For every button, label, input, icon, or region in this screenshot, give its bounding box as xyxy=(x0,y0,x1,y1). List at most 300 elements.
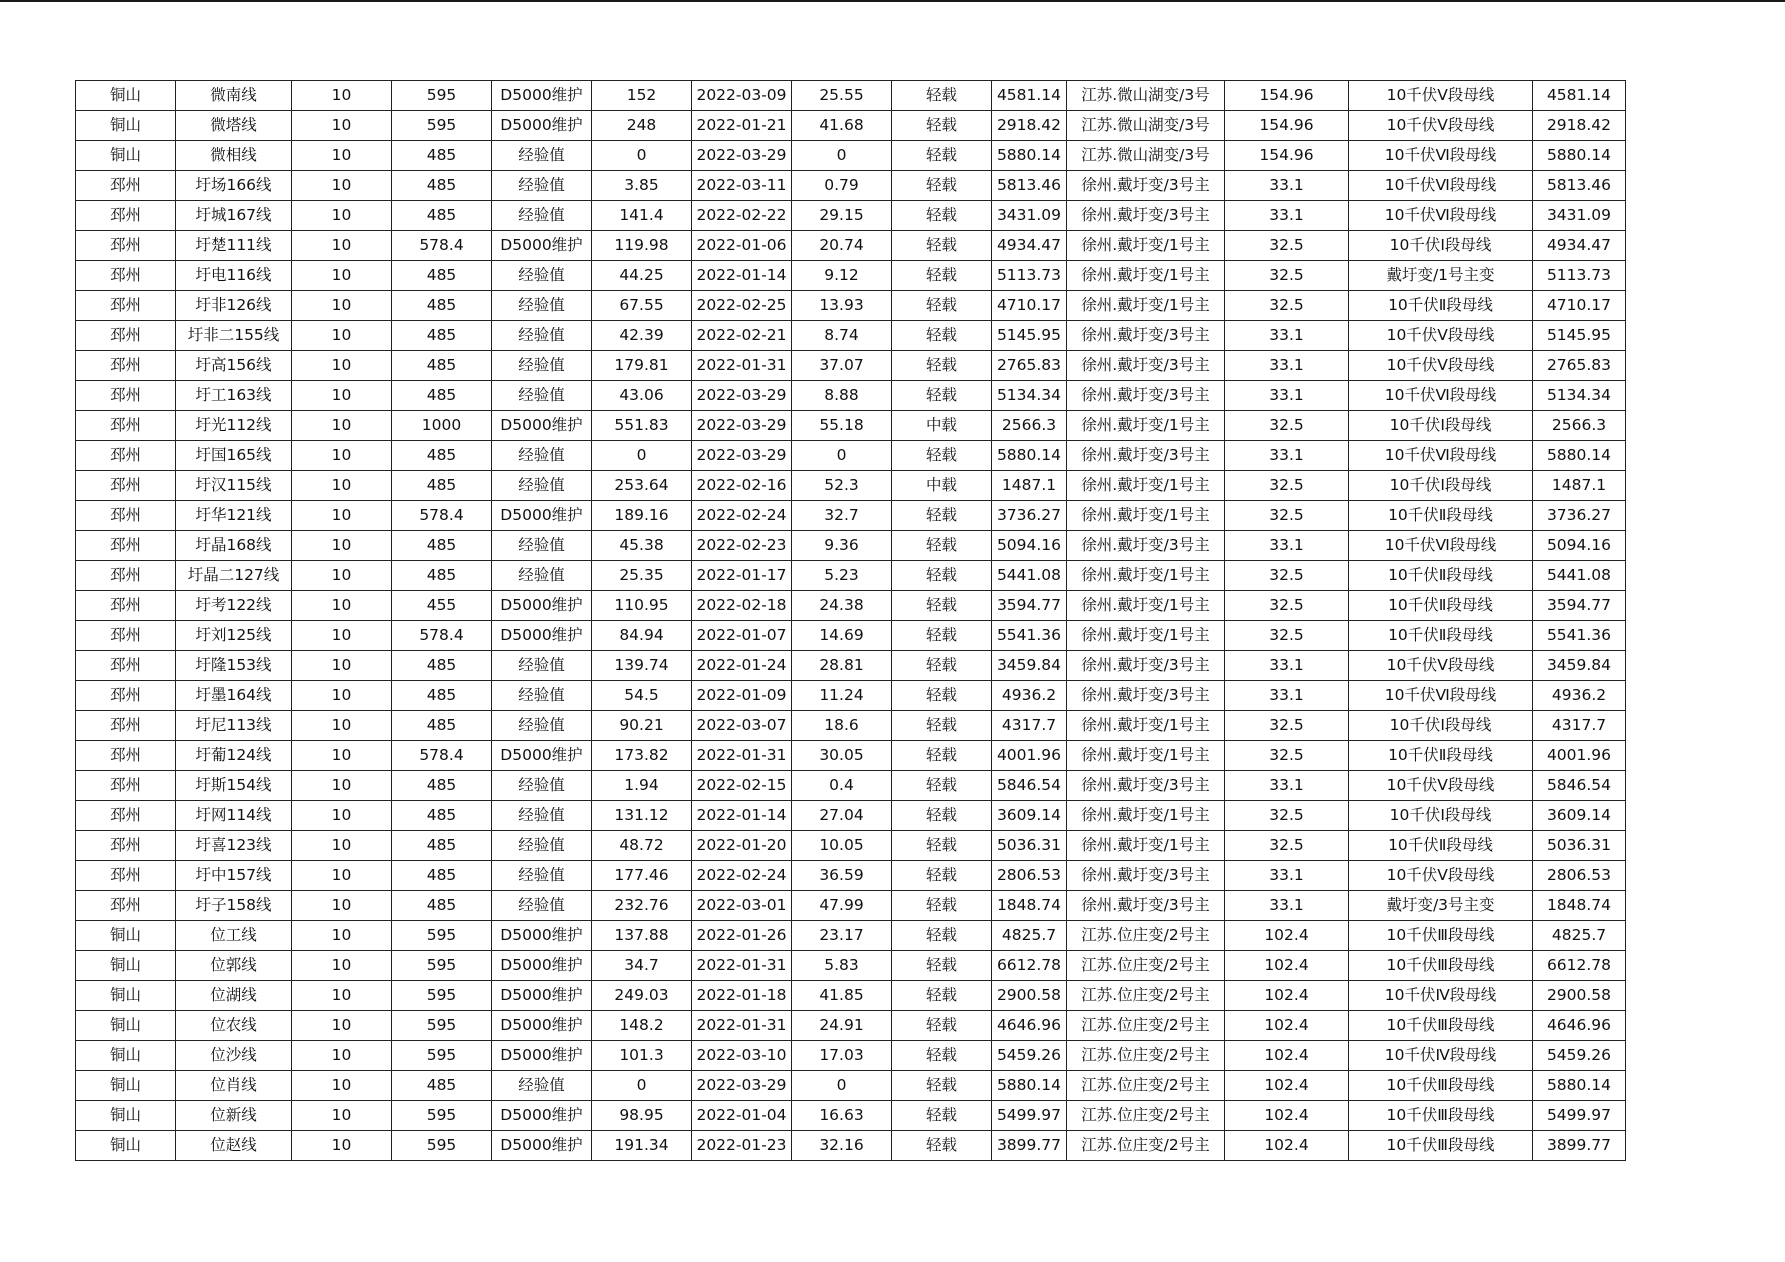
remaining-cell: 4825.7 xyxy=(992,921,1067,951)
voltage-cell: 10 xyxy=(292,951,392,981)
load-cell: 248 xyxy=(592,111,692,141)
load-cell: 90.21 xyxy=(592,711,692,741)
county-cell: 邳州 xyxy=(76,441,176,471)
load-level-cell: 轻载 xyxy=(892,891,992,921)
load-level-cell: 轻载 xyxy=(892,771,992,801)
source-cell: 经验值 xyxy=(492,711,592,741)
remaining-cell: 3899.77 xyxy=(992,1131,1067,1161)
busbar-cell: 10千伏Ⅵ段母线 xyxy=(1349,531,1533,561)
rate-cell: 0.4 xyxy=(792,771,892,801)
remaining-cell: 5541.36 xyxy=(992,621,1067,651)
date-cell: 2022-02-18 xyxy=(692,591,792,621)
busbar-cell: 10千伏Ⅵ段母线 xyxy=(1349,201,1533,231)
table-row xyxy=(76,411,1626,441)
available-cell: 5499.97 xyxy=(1533,1101,1626,1131)
date-cell: 2022-01-07 xyxy=(692,621,792,651)
capacity-cell: 485 xyxy=(392,141,492,171)
voltage-cell: 10 xyxy=(292,1011,392,1041)
load-cell: 191.34 xyxy=(592,1131,692,1161)
table-row xyxy=(76,1131,1626,1161)
rate-cell: 9.12 xyxy=(792,261,892,291)
date-cell: 2022-01-14 xyxy=(692,261,792,291)
load-cell: 253.64 xyxy=(592,471,692,501)
source-cell: 经验值 xyxy=(492,471,592,501)
date-cell: 2022-02-25 xyxy=(692,291,792,321)
available-cell: 5134.34 xyxy=(1533,381,1626,411)
capacity-cell: 485 xyxy=(392,561,492,591)
capacity-cell: 595 xyxy=(392,111,492,141)
county-cell: 铜山 xyxy=(76,1041,176,1071)
substation-cell: 江苏.微山湖变/3号 xyxy=(1067,81,1225,111)
county-cell: 铜山 xyxy=(76,1131,176,1161)
line-name-cell: 位工线 xyxy=(176,921,292,951)
rate-cell: 23.17 xyxy=(792,921,892,951)
table-row xyxy=(76,951,1626,981)
voltage-cell: 10 xyxy=(292,831,392,861)
capacity-cell: 595 xyxy=(392,1041,492,1071)
table-row xyxy=(76,741,1626,771)
county-cell: 铜山 xyxy=(76,951,176,981)
table-row xyxy=(76,1071,1626,1101)
substation-cell: 徐州.戴圩变/3号主 xyxy=(1067,681,1225,711)
transformer-value-cell: 33.1 xyxy=(1225,441,1349,471)
feeder-table xyxy=(75,80,1626,1161)
substation-cell: 徐州.戴圩变/1号主 xyxy=(1067,831,1225,861)
source-cell: D5000维护 xyxy=(492,921,592,951)
line-name-cell: 圩国165线 xyxy=(176,441,292,471)
source-cell: D5000维护 xyxy=(492,621,592,651)
capacity-cell: 485 xyxy=(392,651,492,681)
transformer-value-cell: 102.4 xyxy=(1225,1101,1349,1131)
date-cell: 2022-01-31 xyxy=(692,951,792,981)
capacity-cell: 1000 xyxy=(392,411,492,441)
transformer-value-cell: 33.1 xyxy=(1225,861,1349,891)
remaining-cell: 6612.78 xyxy=(992,951,1067,981)
date-cell: 2022-03-29 xyxy=(692,1071,792,1101)
rate-cell: 52.3 xyxy=(792,471,892,501)
voltage-cell: 10 xyxy=(292,981,392,1011)
voltage-cell: 10 xyxy=(292,651,392,681)
transformer-value-cell: 33.1 xyxy=(1225,351,1349,381)
voltage-cell: 10 xyxy=(292,561,392,591)
substation-cell: 江苏.微山湖变/3号 xyxy=(1067,141,1225,171)
remaining-cell: 2900.58 xyxy=(992,981,1067,1011)
busbar-cell: 10千伏Ⅰ段母线 xyxy=(1349,471,1533,501)
transformer-value-cell: 32.5 xyxy=(1225,741,1349,771)
date-cell: 2022-01-06 xyxy=(692,231,792,261)
voltage-cell: 10 xyxy=(292,291,392,321)
busbar-cell: 10千伏Ⅵ段母线 xyxy=(1349,441,1533,471)
transformer-value-cell: 33.1 xyxy=(1225,321,1349,351)
available-cell: 5541.36 xyxy=(1533,621,1626,651)
substation-cell: 徐州.戴圩变/3号主 xyxy=(1067,321,1225,351)
line-name-cell: 圩工163线 xyxy=(176,381,292,411)
load-level-cell: 轻载 xyxy=(892,681,992,711)
line-name-cell: 圩光112线 xyxy=(176,411,292,441)
rate-cell: 32.7 xyxy=(792,501,892,531)
load-level-cell: 轻载 xyxy=(892,1071,992,1101)
load-level-cell: 轻载 xyxy=(892,741,992,771)
rate-cell: 24.38 xyxy=(792,591,892,621)
voltage-cell: 10 xyxy=(292,801,392,831)
load-level-cell: 轻载 xyxy=(892,171,992,201)
rate-cell: 32.16 xyxy=(792,1131,892,1161)
voltage-cell: 10 xyxy=(292,81,392,111)
load-level-cell: 轻载 xyxy=(892,291,992,321)
available-cell: 5441.08 xyxy=(1533,561,1626,591)
load-cell: 3.85 xyxy=(592,171,692,201)
date-cell: 2022-03-01 xyxy=(692,891,792,921)
source-cell: 经验值 xyxy=(492,681,592,711)
date-cell: 2022-02-16 xyxy=(692,471,792,501)
remaining-cell: 5134.34 xyxy=(992,381,1067,411)
available-cell: 4646.96 xyxy=(1533,1011,1626,1041)
busbar-cell: 10千伏Ⅱ段母线 xyxy=(1349,591,1533,621)
transformer-value-cell: 32.5 xyxy=(1225,261,1349,291)
capacity-cell: 485 xyxy=(392,381,492,411)
available-cell: 3609.14 xyxy=(1533,801,1626,831)
substation-cell: 江苏.位庄变/2号主 xyxy=(1067,951,1225,981)
capacity-cell: 485 xyxy=(392,861,492,891)
transformer-value-cell: 33.1 xyxy=(1225,201,1349,231)
load-cell: 139.74 xyxy=(592,651,692,681)
line-name-cell: 圩晶二127线 xyxy=(176,561,292,591)
available-cell: 3899.77 xyxy=(1533,1131,1626,1161)
rate-cell: 8.74 xyxy=(792,321,892,351)
county-cell: 邳州 xyxy=(76,831,176,861)
rate-cell: 29.15 xyxy=(792,201,892,231)
source-cell: D5000维护 xyxy=(492,1011,592,1041)
transformer-value-cell: 33.1 xyxy=(1225,531,1349,561)
table-row xyxy=(76,201,1626,231)
table-row xyxy=(76,81,1626,111)
load-cell: 119.98 xyxy=(592,231,692,261)
table-row xyxy=(76,471,1626,501)
source-cell: 经验值 xyxy=(492,651,592,681)
county-cell: 铜山 xyxy=(76,1101,176,1131)
load-cell: 67.55 xyxy=(592,291,692,321)
busbar-cell: 10千伏Ⅵ段母线 xyxy=(1349,141,1533,171)
busbar-cell: 10千伏Ⅰ段母线 xyxy=(1349,231,1533,261)
available-cell: 3459.84 xyxy=(1533,651,1626,681)
table-row xyxy=(76,651,1626,681)
table-row xyxy=(76,531,1626,561)
rate-cell: 47.99 xyxy=(792,891,892,921)
table-row xyxy=(76,681,1626,711)
load-level-cell: 轻载 xyxy=(892,111,992,141)
load-level-cell: 轻载 xyxy=(892,501,992,531)
load-cell: 141.4 xyxy=(592,201,692,231)
busbar-cell: 10千伏Ⅵ段母线 xyxy=(1349,381,1533,411)
voltage-cell: 10 xyxy=(292,711,392,741)
load-level-cell: 轻载 xyxy=(892,201,992,231)
substation-cell: 徐州.戴圩变/1号主 xyxy=(1067,741,1225,771)
remaining-cell: 5113.73 xyxy=(992,261,1067,291)
table-row xyxy=(76,891,1626,921)
source-cell: 经验值 xyxy=(492,561,592,591)
source-cell: 经验值 xyxy=(492,771,592,801)
available-cell: 3431.09 xyxy=(1533,201,1626,231)
busbar-cell: 戴圩变/3号主变 xyxy=(1349,891,1533,921)
transformer-value-cell: 33.1 xyxy=(1225,381,1349,411)
line-name-cell: 圩网114线 xyxy=(176,801,292,831)
county-cell: 邳州 xyxy=(76,651,176,681)
capacity-cell: 595 xyxy=(392,81,492,111)
table-row xyxy=(76,591,1626,621)
remaining-cell: 5145.95 xyxy=(992,321,1067,351)
source-cell: 经验值 xyxy=(492,861,592,891)
rate-cell: 14.69 xyxy=(792,621,892,651)
table-row xyxy=(76,111,1626,141)
busbar-cell: 10千伏Ⅱ段母线 xyxy=(1349,741,1533,771)
load-cell: 101.3 xyxy=(592,1041,692,1071)
load-level-cell: 轻载 xyxy=(892,321,992,351)
remaining-cell: 3609.14 xyxy=(992,801,1067,831)
available-cell: 5880.14 xyxy=(1533,1071,1626,1101)
busbar-cell: 10千伏Ⅲ段母线 xyxy=(1349,1011,1533,1041)
source-cell: 经验值 xyxy=(492,261,592,291)
load-level-cell: 轻载 xyxy=(892,1131,992,1161)
transformer-value-cell: 154.96 xyxy=(1225,81,1349,111)
substation-cell: 徐州.戴圩变/3号主 xyxy=(1067,651,1225,681)
capacity-cell: 595 xyxy=(392,1131,492,1161)
source-cell: D5000维护 xyxy=(492,231,592,261)
load-level-cell: 轻载 xyxy=(892,441,992,471)
date-cell: 2022-03-29 xyxy=(692,441,792,471)
voltage-cell: 10 xyxy=(292,501,392,531)
source-cell: 经验值 xyxy=(492,171,592,201)
capacity-cell: 485 xyxy=(392,771,492,801)
table-row xyxy=(76,801,1626,831)
date-cell: 2022-02-24 xyxy=(692,501,792,531)
county-cell: 邳州 xyxy=(76,411,176,441)
line-name-cell: 圩非二155线 xyxy=(176,321,292,351)
source-cell: 经验值 xyxy=(492,831,592,861)
date-cell: 2022-02-24 xyxy=(692,861,792,891)
county-cell: 铜山 xyxy=(76,981,176,1011)
voltage-cell: 10 xyxy=(292,1041,392,1071)
county-cell: 铜山 xyxy=(76,141,176,171)
source-cell: D5000维护 xyxy=(492,501,592,531)
available-cell: 5846.54 xyxy=(1533,771,1626,801)
line-name-cell: 圩非126线 xyxy=(176,291,292,321)
county-cell: 邳州 xyxy=(76,261,176,291)
date-cell: 2022-03-11 xyxy=(692,171,792,201)
date-cell: 2022-01-31 xyxy=(692,741,792,771)
busbar-cell: 10千伏Ⅵ段母线 xyxy=(1349,171,1533,201)
available-cell: 4934.47 xyxy=(1533,231,1626,261)
voltage-cell: 10 xyxy=(292,531,392,561)
available-cell: 5094.16 xyxy=(1533,531,1626,561)
load-cell: 249.03 xyxy=(592,981,692,1011)
table-row xyxy=(76,921,1626,951)
available-cell: 5113.73 xyxy=(1533,261,1626,291)
remaining-cell: 3459.84 xyxy=(992,651,1067,681)
source-cell: D5000维护 xyxy=(492,591,592,621)
capacity-cell: 595 xyxy=(392,1011,492,1041)
load-cell: 1.94 xyxy=(592,771,692,801)
line-name-cell: 位赵线 xyxy=(176,1131,292,1161)
substation-cell: 徐州.戴圩变/1号主 xyxy=(1067,411,1225,441)
substation-cell: 徐州.戴圩变/3号主 xyxy=(1067,771,1225,801)
line-name-cell: 圩汉115线 xyxy=(176,471,292,501)
transformer-value-cell: 33.1 xyxy=(1225,681,1349,711)
remaining-cell: 5036.31 xyxy=(992,831,1067,861)
available-cell: 4825.7 xyxy=(1533,921,1626,951)
remaining-cell: 3594.77 xyxy=(992,591,1067,621)
source-cell: D5000维护 xyxy=(492,1101,592,1131)
transformer-value-cell: 33.1 xyxy=(1225,891,1349,921)
table-row xyxy=(76,171,1626,201)
line-name-cell: 圩葡124线 xyxy=(176,741,292,771)
rate-cell: 41.85 xyxy=(792,981,892,1011)
capacity-cell: 578.4 xyxy=(392,501,492,531)
county-cell: 邳州 xyxy=(76,681,176,711)
busbar-cell: 10千伏Ⅲ段母线 xyxy=(1349,1071,1533,1101)
busbar-cell: 10千伏Ⅴ段母线 xyxy=(1349,351,1533,381)
voltage-cell: 10 xyxy=(292,261,392,291)
table-row xyxy=(76,1101,1626,1131)
substation-cell: 江苏.位庄变/2号主 xyxy=(1067,1131,1225,1161)
transformer-value-cell: 32.5 xyxy=(1225,591,1349,621)
busbar-cell: 10千伏Ⅳ段母线 xyxy=(1349,1041,1533,1071)
remaining-cell: 4936.2 xyxy=(992,681,1067,711)
date-cell: 2022-01-31 xyxy=(692,1011,792,1041)
voltage-cell: 10 xyxy=(292,741,392,771)
voltage-cell: 10 xyxy=(292,621,392,651)
source-cell: 经验值 xyxy=(492,1071,592,1101)
capacity-cell: 485 xyxy=(392,531,492,561)
capacity-cell: 485 xyxy=(392,261,492,291)
capacity-cell: 595 xyxy=(392,981,492,1011)
county-cell: 铜山 xyxy=(76,921,176,951)
date-cell: 2022-01-20 xyxy=(692,831,792,861)
capacity-cell: 578.4 xyxy=(392,231,492,261)
county-cell: 邳州 xyxy=(76,381,176,411)
remaining-cell: 5880.14 xyxy=(992,1071,1067,1101)
capacity-cell: 485 xyxy=(392,291,492,321)
source-cell: D5000维护 xyxy=(492,1041,592,1071)
transformer-value-cell: 33.1 xyxy=(1225,771,1349,801)
top-border-line xyxy=(0,0,1785,2)
busbar-cell: 10千伏Ⅴ段母线 xyxy=(1349,321,1533,351)
table-row xyxy=(76,291,1626,321)
county-cell: 邳州 xyxy=(76,501,176,531)
voltage-cell: 10 xyxy=(292,201,392,231)
table-row xyxy=(76,231,1626,261)
busbar-cell: 10千伏Ⅲ段母线 xyxy=(1349,1131,1533,1161)
table-row xyxy=(76,321,1626,351)
rate-cell: 0 xyxy=(792,141,892,171)
date-cell: 2022-02-22 xyxy=(692,201,792,231)
busbar-cell: 10千伏Ⅴ段母线 xyxy=(1349,651,1533,681)
line-name-cell: 位农线 xyxy=(176,1011,292,1041)
date-cell: 2022-01-21 xyxy=(692,111,792,141)
date-cell: 2022-01-14 xyxy=(692,801,792,831)
voltage-cell: 10 xyxy=(292,861,392,891)
remaining-cell: 2918.42 xyxy=(992,111,1067,141)
line-name-cell: 圩考122线 xyxy=(176,591,292,621)
load-cell: 177.46 xyxy=(592,861,692,891)
transformer-value-cell: 33.1 xyxy=(1225,651,1349,681)
transformer-value-cell: 32.5 xyxy=(1225,501,1349,531)
load-level-cell: 轻载 xyxy=(892,381,992,411)
transformer-value-cell: 102.4 xyxy=(1225,1011,1349,1041)
rate-cell: 13.93 xyxy=(792,291,892,321)
load-cell: 232.76 xyxy=(592,891,692,921)
county-cell: 铜山 xyxy=(76,81,176,111)
voltage-cell: 10 xyxy=(292,1071,392,1101)
line-name-cell: 微塔线 xyxy=(176,111,292,141)
busbar-cell: 10千伏Ⅱ段母线 xyxy=(1349,291,1533,321)
available-cell: 4001.96 xyxy=(1533,741,1626,771)
rate-cell: 24.91 xyxy=(792,1011,892,1041)
substation-cell: 徐州.戴圩变/3号主 xyxy=(1067,351,1225,381)
load-cell: 44.25 xyxy=(592,261,692,291)
load-level-cell: 轻载 xyxy=(892,651,992,681)
substation-cell: 徐州.戴圩变/1号主 xyxy=(1067,711,1225,741)
rate-cell: 30.05 xyxy=(792,741,892,771)
substation-cell: 徐州.戴圩变/1号主 xyxy=(1067,261,1225,291)
rate-cell: 5.23 xyxy=(792,561,892,591)
transformer-value-cell: 32.5 xyxy=(1225,831,1349,861)
load-level-cell: 轻载 xyxy=(892,621,992,651)
load-cell: 25.35 xyxy=(592,561,692,591)
county-cell: 邳州 xyxy=(76,741,176,771)
busbar-cell: 10千伏Ⅰ段母线 xyxy=(1349,711,1533,741)
line-name-cell: 微南线 xyxy=(176,81,292,111)
load-level-cell: 轻载 xyxy=(892,531,992,561)
busbar-cell: 10千伏Ⅴ段母线 xyxy=(1349,861,1533,891)
busbar-cell: 10千伏Ⅲ段母线 xyxy=(1349,951,1533,981)
date-cell: 2022-01-26 xyxy=(692,921,792,951)
voltage-cell: 10 xyxy=(292,411,392,441)
load-level-cell: 中载 xyxy=(892,471,992,501)
rate-cell: 18.6 xyxy=(792,711,892,741)
line-name-cell: 圩高156线 xyxy=(176,351,292,381)
load-level-cell: 轻载 xyxy=(892,351,992,381)
line-name-cell: 位新线 xyxy=(176,1101,292,1131)
county-cell: 邳州 xyxy=(76,771,176,801)
line-name-cell: 圩电116线 xyxy=(176,261,292,291)
substation-cell: 徐州.戴圩变/1号主 xyxy=(1067,801,1225,831)
table-row xyxy=(76,831,1626,861)
capacity-cell: 485 xyxy=(392,351,492,381)
date-cell: 2022-03-10 xyxy=(692,1041,792,1071)
county-cell: 邳州 xyxy=(76,321,176,351)
source-cell: 经验值 xyxy=(492,141,592,171)
line-name-cell: 圩斯154线 xyxy=(176,771,292,801)
transformer-value-cell: 102.4 xyxy=(1225,1071,1349,1101)
capacity-cell: 485 xyxy=(392,1071,492,1101)
voltage-cell: 10 xyxy=(292,381,392,411)
table-row xyxy=(76,501,1626,531)
voltage-cell: 10 xyxy=(292,321,392,351)
line-name-cell: 位肖线 xyxy=(176,1071,292,1101)
substation-cell: 江苏.位庄变/2号主 xyxy=(1067,1011,1225,1041)
remaining-cell: 4646.96 xyxy=(992,1011,1067,1041)
substation-cell: 徐州.戴圩变/3号主 xyxy=(1067,891,1225,921)
source-cell: D5000维护 xyxy=(492,81,592,111)
capacity-cell: 578.4 xyxy=(392,741,492,771)
remaining-cell: 3736.27 xyxy=(992,501,1067,531)
busbar-cell: 10千伏Ⅲ段母线 xyxy=(1349,1101,1533,1131)
capacity-cell: 485 xyxy=(392,201,492,231)
rate-cell: 16.63 xyxy=(792,1101,892,1131)
table-row xyxy=(76,561,1626,591)
source-cell: 经验值 xyxy=(492,531,592,561)
date-cell: 2022-03-29 xyxy=(692,141,792,171)
